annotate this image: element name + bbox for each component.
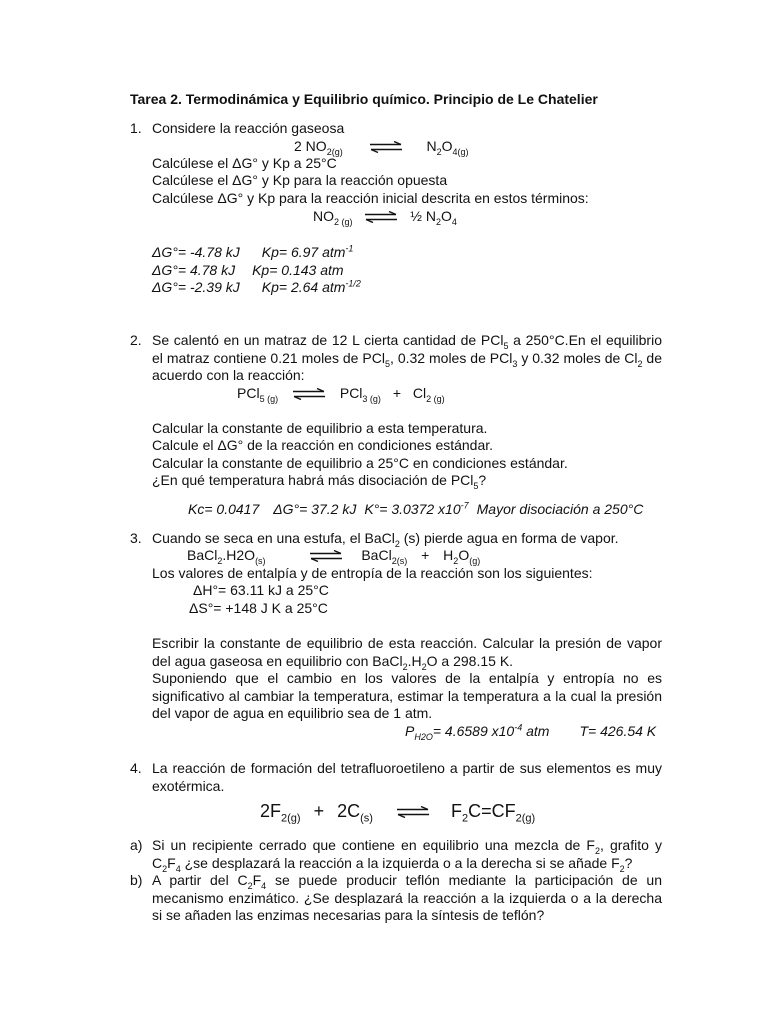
q3-answers: $P_{H2O}= 4.6589$ $x10^{-4}$ atm T= 426.54 K [405, 722, 657, 742]
q1-line-1: Calcúlese el ΔG° y Kp a 25°C [152, 155, 337, 171]
q2-reaction: PCl$_{5 (g)}$ $PCl_{3 (g)} + Cl_{2 (g)}$ [237, 385, 445, 404]
q2-line-1: Calcular la constante de equilibrio a esta temperatura. [152, 420, 488, 436]
q4-number: 4. [130, 760, 142, 776]
equilibrium-arrow-icon [369, 141, 403, 153]
q1-number: 1. [130, 120, 142, 136]
equilibrium-arrow-icon [396, 806, 430, 818]
q1-answer-3: ΔG°= -2.39 kJ Kp= 2.64 atm$^{-1/2}$ [152, 278, 361, 295]
q1-reaction-2: $NO_{2 (g)}$ ½ $N_2O_4$ [313, 208, 457, 227]
q2-line-2: Calcule el ΔG° de la reacción en condiciones estándar. [152, 437, 494, 453]
q1-answer-2: ΔG°= 4.78 kJ Kp= 0.143 atm [152, 262, 344, 278]
q4-a-label: a) [130, 837, 143, 853]
q2-number: 2. [130, 332, 142, 348]
q1-line-2: Calcúlese el ΔG° y Kp para la reacción opuesta [152, 172, 448, 188]
q1-answer-1: ΔG°= -4.78 kJ Kp= 6.97 atm$^{-1}$ [152, 243, 354, 260]
q1-reaction-1: 2 $NO_{2(g)}$ $N_2O_{4(g)}$ [294, 138, 469, 157]
q3-number: 3. [130, 530, 142, 546]
equilibrium-arrow-icon [309, 550, 343, 562]
q3-line-1: Los valores de entalpía y de entropía de la reacción son los siguientes: [152, 565, 593, 581]
q4-a-text: Si un recipiente cerrado que contiene en equilibrio una mezcla de $F_2$, grafito y $C_2F_4$ ¿se desplazará la reacción a la izquierda o a la derecha si se añade $F_2$? [152, 837, 662, 874]
q4-b-label: b) [130, 872, 143, 888]
q2-line-4: ¿En qué temperatura habrá más disociación de PCl$_5$? [152, 472, 487, 491]
q3-intro: Cuando se seca en una estufa, el BaCl$_2$ (s) pierde agua en forma de vapor. [152, 530, 619, 549]
q4-intro: La reacción de formación del tetrafluoroetileno a partir de sus elementos es muy exotérmica. [152, 760, 662, 794]
q3-reaction: $BaCl_2.H2O_{(s)}$ BaCl$_{2(s)}$ + $H_2O_{(g)}$ [187, 547, 481, 566]
equilibrium-arrow-icon [364, 211, 398, 223]
q2-line-3: Calcular la constante de equilibrio a 25°C en condiciones estándar. [152, 455, 568, 471]
q1-intro: Considere la reacción gaseosa [152, 120, 345, 136]
q4-b-text: A partir del $C_2F_4$ se puede producir teflón mediante la participación de un mecanismo enzimático. ¿Se desplazará la reacción a la izquierda o a la derecha si se añaden las enzimas necesarias para la síntesis de teflón? [152, 872, 662, 923]
page-title: Tarea 2. Termodinámica y Equilibrio químico. Principio de Le Chatelier [130, 91, 598, 107]
q3-paragraph-3: Suponiendo que el cambio en los valores de la entalpía y entropía no es significativo al cambiar la temperatura, estimar la temperatura a la cual la presión del vapor de agua en equilibrio sea de 1 atm. [152, 670, 662, 721]
q3-entropy: ΔS°= +148 J K a 25°C [189, 600, 328, 616]
q3-paragraph-2: Escribir la constante de equilibrio de esta reacción. Calcular la presión de vapor del agua gaseosa en equilibrio con $BaCl_2.H_2O$ a 298.15 K. [152, 635, 662, 672]
q4-reaction: $2F_{2(g)} + 2C_{(s)}$ $F_2C=CF_{2(g)}$ [260, 801, 536, 825]
equilibrium-arrow-icon [292, 388, 326, 400]
q2-answers: Kc= 0.0417 ΔG°= 37.2 kJ K°= 3.0372 $x10^{-7}$ Mayor disociación a 250°C [188, 500, 644, 517]
q2-paragraph: Se calentó en un matraz de 12 L cierta cantidad de PCl$_5$ a 250°C.En el equilibrio el matraz contiene 0.21 moles de PCl$_5$, 0.32 moles de PCl$_3$ y 0.32 moles de $Cl_2$ de acuerdo con la reacción: [152, 332, 662, 383]
q1-line-3: Calcúlese ΔG° y Kp para la reacción inicial descrita en estos términos: [152, 190, 589, 206]
q3-enthalpy: ΔH°= 63.11 kJ a 25°C [193, 582, 329, 598]
